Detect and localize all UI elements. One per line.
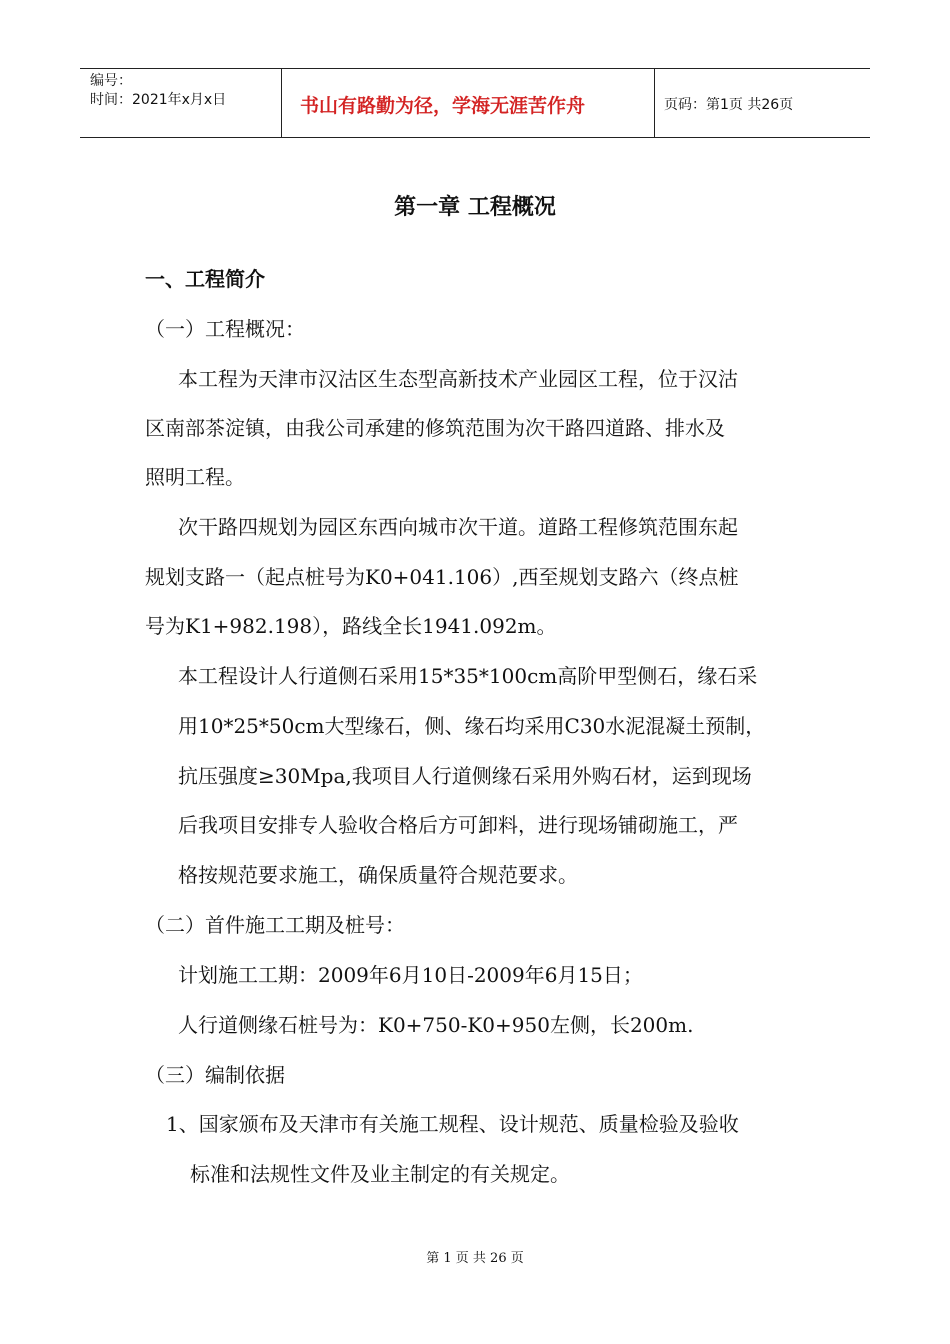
schedule-line: 计划施工工期：2009年6月10日-2009年6月15日；	[178, 963, 643, 987]
paragraph-line: 次干路四规划为园区东西向城市次干道。道路工程修筑范围东起	[178, 515, 738, 539]
paragraph-line: 区南部茶淀镇，由我公司承建的修筑范围为次干路四道路、排水及	[145, 416, 725, 440]
subsection-heading: （一）工程概况：	[145, 317, 305, 341]
paragraph-line: 格按规范要求施工，确保质量符合规范要求。	[178, 863, 578, 887]
list-item-continuation: 标准和法规性文件及业主制定的有关规定。	[190, 1162, 570, 1186]
paragraph-line: 照明工程。	[145, 465, 245, 489]
paragraph-line: 本工程设计人行道侧石采用15*35*100cm高阶甲型侧石，缘石采	[178, 664, 758, 688]
subsection-heading: （三）编制依据	[145, 1063, 285, 1087]
stake-line: 人行道侧缘石桩号为：K0+750-K0+950左侧，长200m.	[178, 1013, 694, 1037]
paragraph-line: 用10*25*50cm大型缘石，侧、缘石均采用C30水泥混凝土预制，	[178, 714, 766, 738]
header-page-info: 页码：第1页 共26页	[664, 97, 794, 113]
document-date: 时间：2021年x月x日	[90, 92, 227, 108]
page-header	[80, 68, 870, 138]
paragraph-line: 号为K1+982.198），路线全长1941.092m。	[145, 614, 557, 638]
page-footer: 第 1 页 共 26 页	[426, 1251, 524, 1266]
header-info	[80, 69, 280, 137]
document-number-label: 编号：	[90, 73, 132, 89]
subsection-heading: （二）首件施工工期及桩号：	[145, 913, 405, 937]
paragraph-line: 抗压强度≥30Mpa,我项目人行道侧缘石采用外购石材，运到现场	[178, 764, 752, 788]
header-motto-cell	[281, 69, 655, 137]
paragraph-line: 规划支路一（起点桩号为K0+041.106）,西至规划支路六（终点桩	[145, 565, 739, 589]
list-item: 1、国家颁布及天津市有关施工规程、设计规范、质量检验及验收	[166, 1112, 739, 1136]
chapter-title: 第一章 工程概况	[394, 195, 556, 220]
header-motto: 书山有路勤为径，学海无涯苦作舟	[300, 95, 586, 117]
header-page-cell	[654, 69, 870, 137]
paragraph-line: 本工程为天津市汉沽区生态型高新技术产业园区工程，位于汉沽	[178, 367, 738, 391]
paragraph-line: 后我项目安排专人验收合格后方可卸料，进行现场铺砌施工，严	[178, 813, 738, 837]
section-title: 一、工程简介	[145, 267, 265, 291]
